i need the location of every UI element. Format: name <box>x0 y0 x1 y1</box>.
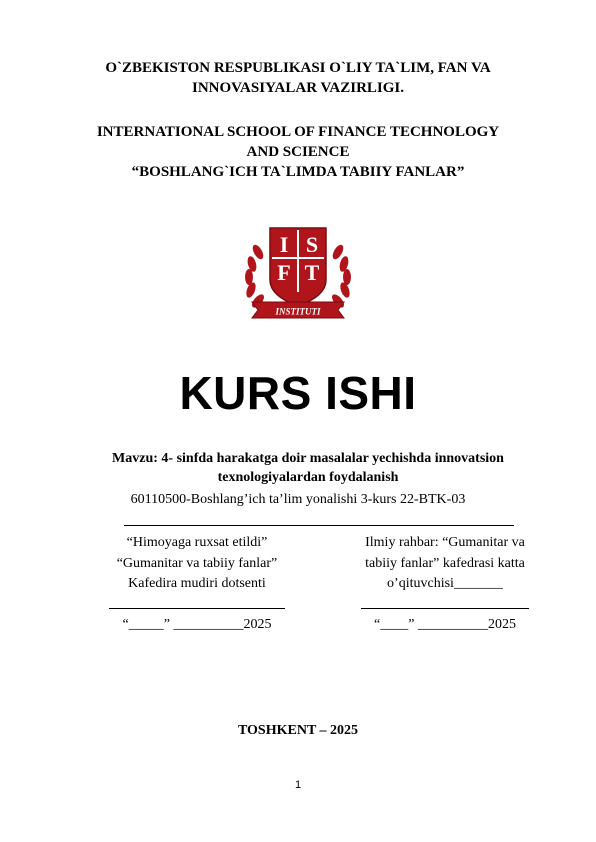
page-number: 1 <box>294 779 302 791</box>
ministry-heading <box>0 58 596 98</box>
divider-line <box>124 525 514 526</box>
supervisor-line-3: o’qituvchisi_______ <box>387 576 503 591</box>
isft-institute-logo <box>238 222 358 326</box>
ministry-line-1: O`ZBEKISTON RESPUBLIKASI O`LIY TA`LIM, FAN VA <box>105 60 491 76</box>
logo-letter-t: T <box>304 260 320 285</box>
approval-block <box>84 533 310 635</box>
approval-line-2: “Gumanitar va tabiiy fanlar” <box>116 555 278 571</box>
approval-date: “_____” __________2025 <box>122 616 272 632</box>
logo-banner-text: INSTITUTI <box>275 306 321 317</box>
city-year: TOSHKENT – 2025 <box>237 723 359 738</box>
laurel-left-icon <box>245 243 267 310</box>
supervisor-block <box>330 533 560 635</box>
program-line: 60110500-Boshlang’ich ta’lim yonalishi 3-kurs 22-BTK-03 <box>130 492 466 507</box>
supervisor-line-2: tabiiy fanlar” kafedrasi katta <box>365 555 525 571</box>
ministry-line-2: INNOVASIYALAR VAZIRLIGI. <box>191 80 405 96</box>
school-line-1: INTERNATIONAL SCHOOL OF FINANCE TECHNOLOGY <box>96 124 500 140</box>
supervisor-date: “____” __________2025 <box>374 616 516 632</box>
approval-line-3: Kafedira mudiri dotsenti <box>128 576 266 591</box>
logo-letter-s: S <box>305 232 319 257</box>
document-title: KURS ISHI <box>179 367 417 419</box>
supervisor-line-1: Ilmiy rahbar: “Gumanitar va <box>365 535 525 550</box>
approval-line-1: “Himoyaga ruxsat etildi” <box>126 535 268 550</box>
laurel-right-icon <box>330 243 352 310</box>
school-line-2: AND SCIENCE <box>246 144 350 160</box>
topic-line-1: Mavzu: 4- sinfda harakatga doir masalalar yechishda innovatsion <box>112 451 504 466</box>
topic-line-2: texnologiyalardan foydalanish <box>217 470 399 485</box>
topic-block <box>40 449 576 487</box>
logo-letter-f: F <box>277 260 291 285</box>
school-line-3: “BOSHLANG`ICH TA`LIMDA TABIIY FANLAR” <box>131 164 465 180</box>
school-heading <box>0 122 596 182</box>
logo-letter-i: I <box>279 232 289 257</box>
approval-signature-line <box>109 608 285 609</box>
supervisor-signature-line <box>361 608 529 609</box>
